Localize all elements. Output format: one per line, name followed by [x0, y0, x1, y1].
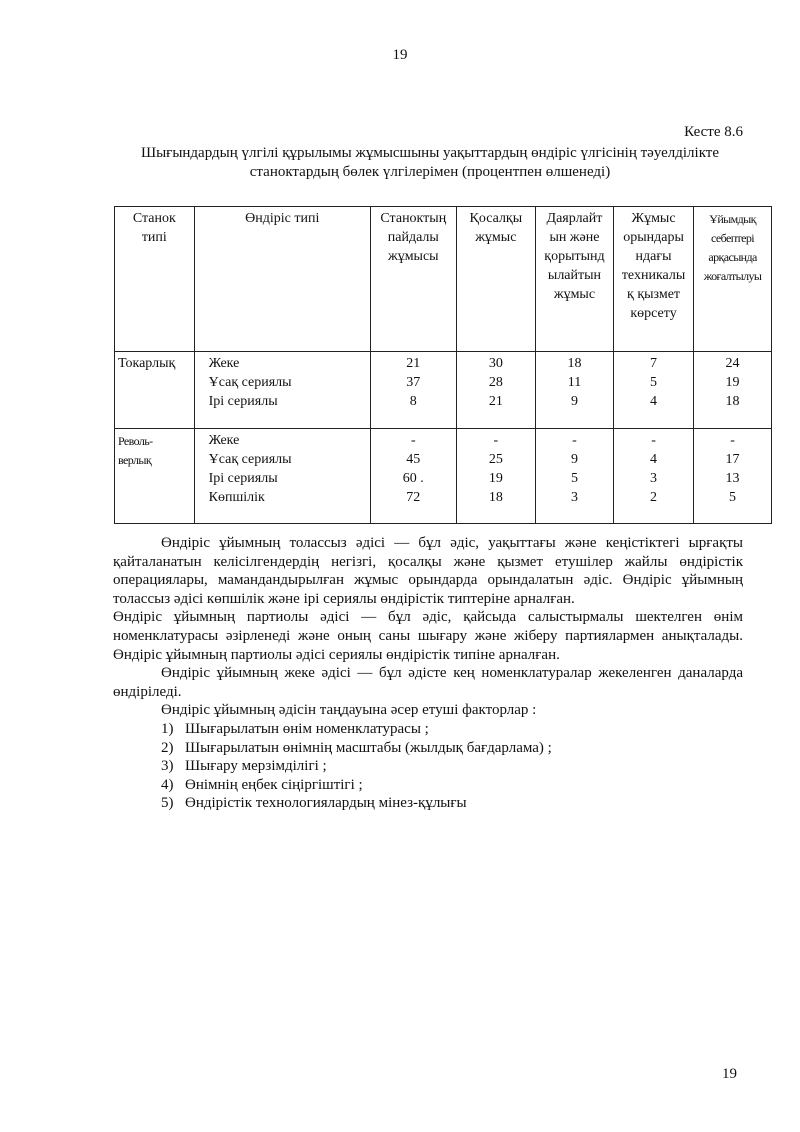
- cell-line: жұмыс: [553, 287, 596, 302]
- cell-line: 4: [650, 452, 658, 467]
- cell-line: 25: [488, 452, 503, 467]
- cell-line: -: [572, 433, 577, 448]
- list-text: Өнімнің еңбек сіңіргіштігі ;: [185, 776, 363, 793]
- list-text: Өндірістік технологиялардың мінез-құлығы: [185, 795, 467, 812]
- list-text: Шығару мерзімділігі ;: [185, 758, 327, 775]
- cell-line: 17: [725, 452, 740, 467]
- paragraph-continuous-method: Өндіріс ұйымның толассыз әдісі — бұл әдіс, уақыттағы және кеңістіктегі ырғақты қайталанатын келісілгендердің негізгі, қосалқы және қызмет етушілер жайлы өндірістік операциялары, мамандандырылған жұмыс орындарда орындалатын әдіс. Өндіріс ұйымның толассыз әдісі көпшілік және ірі сериялы өндірістік типтеріне арналған.: [113, 535, 743, 607]
- cell-line: -: [651, 433, 656, 448]
- cell-line: орындары: [623, 230, 684, 245]
- cell-line: 21: [406, 356, 421, 371]
- header-auxiliary-work: [456, 207, 535, 352]
- losses-cell: [694, 352, 772, 429]
- cell-line: жұмыс: [475, 230, 517, 245]
- cell-line: -: [730, 433, 735, 448]
- list-item: [113, 776, 743, 795]
- cell-line: типі: [141, 230, 167, 245]
- cell-line: Ірі сериялы: [208, 471, 278, 486]
- list-text: Шығарылатын өнім номенклатурасы ;: [185, 720, 429, 737]
- auxiliary-work-cell: [456, 352, 535, 429]
- cell-line: 4: [650, 394, 658, 409]
- header-useful-work: [370, 207, 456, 352]
- cell-line: қорытынд: [544, 249, 605, 264]
- cell-line: 9: [570, 394, 578, 409]
- cell-line: Ұсақ сериялы: [208, 375, 292, 390]
- table-id: Кесте 8.6: [684, 124, 743, 140]
- cell-line: 19: [725, 375, 740, 390]
- list-item: [113, 794, 743, 813]
- cell-line: ылайтын: [547, 268, 602, 283]
- cell-line: 3: [650, 471, 658, 486]
- factors-list: [113, 720, 743, 813]
- cell-line: Токарлық: [118, 356, 176, 371]
- cell-line: Ірі сериялы: [208, 394, 278, 409]
- cell-line: 18: [488, 490, 503, 505]
- cell-line: 30: [488, 356, 503, 371]
- factors-intro: Өндіріс ұйымның әдісін таңдауына әсер етуші факторлар :: [161, 702, 537, 719]
- list-item: [113, 720, 743, 739]
- cell-line: 24: [725, 356, 740, 371]
- cell-line: Станоктың: [380, 211, 447, 226]
- cell-line: Ұсақ сериялы: [208, 452, 292, 467]
- cell-line: -: [410, 433, 416, 448]
- header-losses: [694, 207, 772, 352]
- header-machine-type: [115, 207, 195, 352]
- cell-line: 19: [488, 471, 503, 486]
- cell-line: жоғалтылуы: [703, 269, 762, 283]
- list-number: 1): [161, 720, 174, 737]
- paragraph-batch-method: Өндіріс ұйымның партиолы әдісі — бұл әдіс, қайсыда салыстырмалы шектелген өнім номенклатурасы әзірленеді және оның саны шығару және жіберу партиялармен анықталады. Өндіріс ұйымның партиолы әдісі сериялы өндірістік типіне арналған.: [113, 609, 743, 663]
- cell-line: 7: [650, 356, 658, 371]
- table-header-row: [115, 207, 772, 352]
- prep-work-cell: [535, 429, 613, 524]
- cell-line: 18: [567, 356, 582, 371]
- cell-line: 8: [409, 394, 417, 409]
- cell-line: 72: [406, 490, 421, 505]
- data-table: [114, 206, 772, 524]
- cell-line: қ қызмет: [627, 287, 681, 302]
- paragraph-individual-method: Өндіріс ұйымның жеке әдісі — бұл әдісте кең номенклатуралар жекеленген даналарда өндіріледі.: [113, 665, 743, 700]
- cell-line: Револь-: [118, 434, 153, 448]
- header-production-type: [194, 207, 370, 352]
- machine-cell: [115, 429, 195, 524]
- prep-work-cell: [535, 352, 613, 429]
- body-text: [113, 534, 743, 813]
- cell-line: 13: [725, 471, 740, 486]
- cell-line: ндағы: [635, 249, 672, 264]
- header-prep-work: [535, 207, 613, 352]
- cell-line: Өндіріс типі: [245, 211, 320, 226]
- list-number: 2): [161, 739, 174, 756]
- cell-line: 5: [570, 471, 578, 486]
- cell-line: 21: [488, 394, 503, 409]
- cell-line: Қосалқы: [469, 211, 523, 226]
- cell-line: жұмысы: [388, 249, 439, 264]
- list-number: 4): [161, 776, 174, 793]
- list-number: 3): [161, 758, 174, 775]
- cell-line: арқасында: [708, 250, 757, 264]
- list-number: 5): [161, 795, 174, 812]
- cell-line: Станок: [132, 211, 176, 226]
- header-service: [613, 207, 693, 352]
- cell-line: Ұйымдық: [709, 212, 756, 226]
- table-title: Шығындардың үлгілі құрылымы жұмысшыны уақыттардың өндіріс үлгісінің тәуелділікте станоктардың бөлек үлгілерімен (процентпен өлшенеді): [140, 145, 720, 180]
- cell-line: верлық: [118, 453, 152, 467]
- cell-line: техникалы: [621, 268, 686, 283]
- page-number-bottom: 19: [722, 1066, 737, 1082]
- service-cell: [613, 429, 693, 524]
- cell-line: 18: [725, 394, 740, 409]
- machine-cell: [115, 352, 195, 429]
- cell-line: Жеке: [208, 356, 240, 371]
- cell-line: 37: [406, 375, 421, 390]
- cell-line: ын және: [549, 230, 600, 245]
- cell-line: 3: [570, 490, 578, 505]
- page-number-top: 19: [392, 47, 408, 63]
- cell-line: 5: [729, 490, 737, 505]
- cell-line: Жеке: [208, 433, 240, 448]
- list-item: [113, 757, 743, 776]
- cell-line: 60 .: [402, 471, 424, 486]
- cell-line: 9: [570, 452, 578, 467]
- table-row: [115, 352, 772, 429]
- cell-line: себептері: [711, 231, 755, 245]
- production-types-cell: [194, 429, 370, 524]
- auxiliary-work-cell: [456, 429, 535, 524]
- list-item: [113, 739, 743, 758]
- cell-line: 2: [650, 490, 658, 505]
- losses-cell: [694, 429, 772, 524]
- cell-line: Даярлайт: [546, 211, 603, 226]
- cell-line: Көпшілік: [208, 490, 265, 505]
- cell-line: 45: [406, 452, 421, 467]
- useful-work-cell: [370, 429, 456, 524]
- cell-line: 11: [567, 375, 582, 390]
- useful-work-cell: [370, 352, 456, 429]
- cell-line: көрсету: [630, 306, 677, 321]
- cell-line: 28: [488, 375, 503, 390]
- cell-line: 5: [650, 375, 658, 390]
- list-text: Шығарылатын өнімнің масштабы (жылдық бағдарлама) ;: [185, 739, 552, 756]
- production-types-cell: [194, 352, 370, 429]
- table-row: [115, 429, 772, 524]
- cell-line: пайдалы: [387, 230, 439, 245]
- cell-line: -: [493, 433, 499, 448]
- cell-line: Жұмыс: [631, 211, 676, 226]
- service-cell: [613, 352, 693, 429]
